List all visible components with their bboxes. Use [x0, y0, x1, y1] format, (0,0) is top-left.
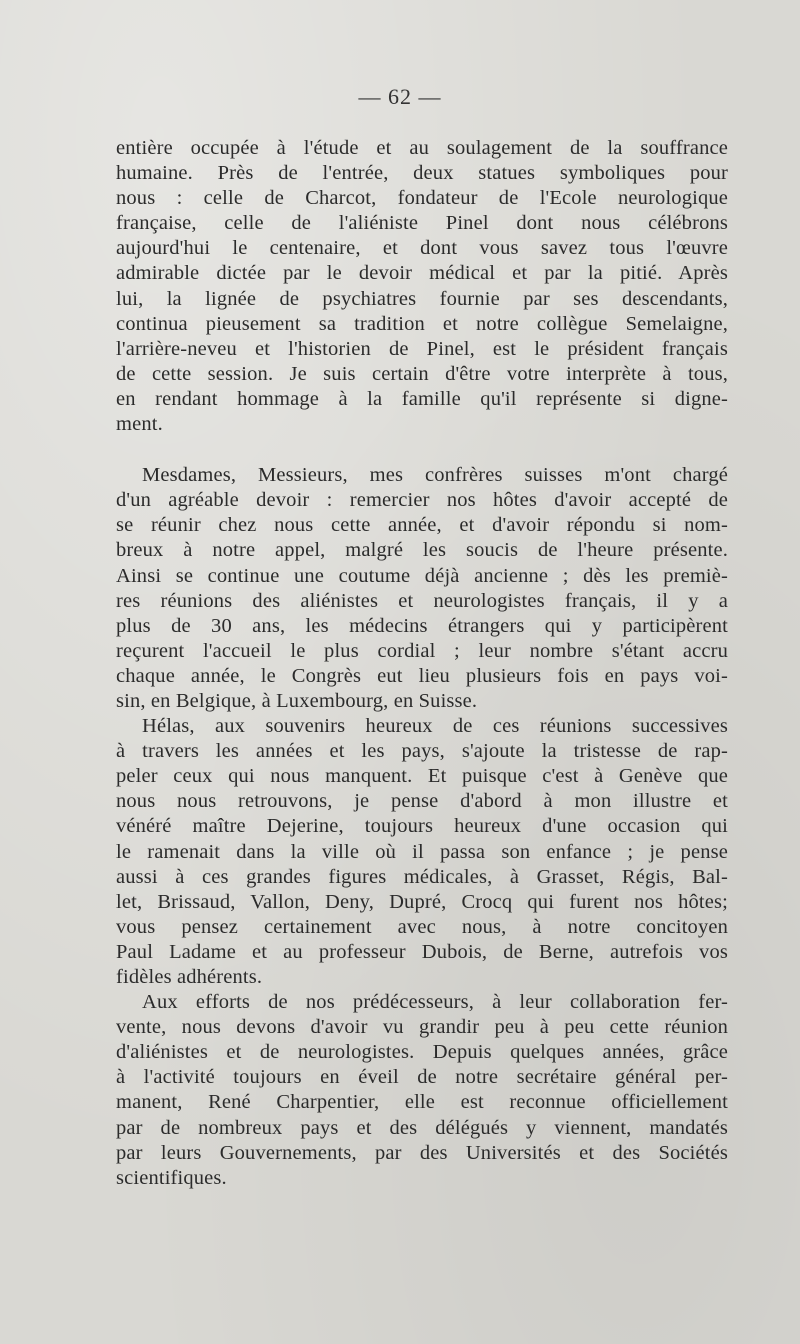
text-line: res réunions des aliénistes et neurologistes français, il y a: [116, 589, 728, 612]
page-number: — 62 —: [358, 84, 442, 109]
text-line: aussi à ces grandes figures médicales, à Grasset, Régis, Bal-: [116, 865, 728, 888]
text-line: fidèles adhérents.: [116, 966, 263, 988]
text-line: en rendant hommage à la famille qu'il représente si digne-: [116, 387, 728, 410]
text-line: aujourd'hui le centenaire, et dont vous savez tous l'œuvre: [116, 237, 728, 260]
text-line: Aux efforts de nos prédécesseurs, à leur collaboration fer-: [142, 991, 728, 1014]
text-line: se réunir chez nous cette année, et d'avoir répondu si nom-: [116, 514, 728, 537]
text-line: de cette session. Je suis certain d'être votre interprète à tous,: [116, 362, 728, 385]
paragraph-4: [116, 990, 728, 1191]
text-line: le ramenait dans la ville où il passa son enfance ; je pense: [116, 840, 728, 863]
text-line: nous nous retrouvons, je pense d'abord à mon illustre et: [116, 790, 728, 813]
text-line: entière occupée à l'étude et au soulagement de la souffrance: [116, 137, 728, 159]
text-line: Hélas, aux souvenirs heureux de ces réunions successives: [142, 715, 728, 738]
text-line: nous : celle de Charcot, fondateur de l'Ecole neurologique: [116, 187, 728, 210]
text-line: à l'activité toujours en éveil de notre secrétaire général per-: [116, 1066, 728, 1089]
text-line: par de nombreux pays et des délégués y viennent, mandatés: [116, 1116, 728, 1139]
text-line: vente, nous devons d'avoir vu grandir peu à peu cette réunion: [116, 1016, 728, 1039]
text-line: peler ceux qui nous manquent. Et puisque c'est à Genève que: [116, 765, 728, 788]
text-line: breux à notre appel, malgré les soucis de l'heure présente.: [116, 539, 728, 562]
paragraph-3: [116, 714, 728, 990]
text-line: admirable dictée par le devoir médical et par la pitié. Après: [116, 262, 728, 285]
text-line: Ainsi se continue une coutume déjà ancienne ; dès les premiè-: [116, 564, 728, 587]
text-line: Mesdames, Messieurs, mes confrères suisses m'ont chargé: [142, 464, 728, 487]
paragraph-gap: [116, 437, 728, 463]
text-line: l'arrière-neveu et l'historien de Pinel, est le président français: [116, 337, 728, 360]
text-line: continua pieusement sa tradition et notre collègue Semelaigne,: [116, 312, 728, 335]
text-line: let, Brissaud, Vallon, Deny, Dupré, Crocq qui furent nos hôtes;: [116, 890, 728, 913]
text-line: vénéré maître Dejerine, toujours heureux d'une occasion qui: [116, 815, 728, 838]
text-line: Paul Ladame et au professeur Dubois, de Berne, autrefois vos: [116, 940, 728, 963]
text-line: reçurent l'accueil le plus cordial ; leur nombre s'étant accru: [116, 639, 728, 662]
body-text: [116, 136, 728, 1191]
text-line: à travers les années et les pays, s'ajoute la tristesse de rap-: [116, 740, 728, 763]
text-line: française, celle de l'aliéniste Pinel dont nous célébrons: [116, 212, 728, 235]
text-line: plus de 30 ans, les médecins étrangers qui y participèrent: [116, 614, 728, 637]
text-line: chaque année, le Congrès eut lieu plusieurs fois en pays voi-: [116, 664, 728, 687]
text-line: lui, la lignée de psychiatres fournie par ses descendants,: [116, 287, 728, 310]
paragraph-1: [116, 136, 728, 437]
text-line: d'un agréable devoir : remercier nos hôtes d'avoir accepté de: [116, 489, 728, 512]
text-line: manent, René Charpentier, elle est reconnue officiellement: [116, 1091, 728, 1114]
text-line: d'aliénistes et de neurologistes. Depuis quelques années, grâce: [116, 1041, 728, 1064]
text-line: ment.: [116, 413, 163, 436]
paragraph-2: [116, 463, 728, 714]
text-line: vous pensez certainement avec nous, à notre concitoyen: [116, 915, 728, 938]
text-line: par leurs Gouvernements, par des Universités et des Sociétés: [116, 1141, 728, 1164]
text-line: scientifiques.: [116, 1166, 227, 1189]
text-line: humaine. Près de l'entrée, deux statues symboliques pour: [116, 162, 728, 185]
text-line: sin, en Belgique, à Luxembourg, en Suisse.: [116, 689, 478, 712]
